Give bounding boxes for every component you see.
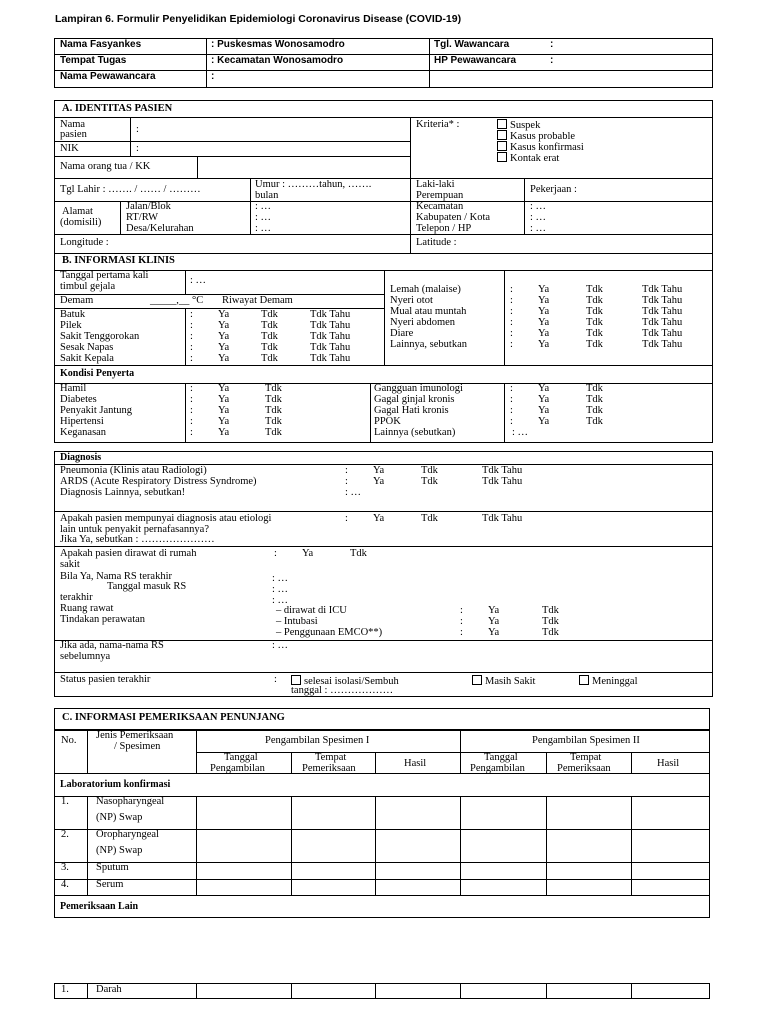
status-colon: : bbox=[274, 674, 277, 685]
tgl-lahir-field[interactable]: Tgl Lahir : ……. / …… / ……… bbox=[60, 184, 201, 195]
umur-field[interactable]: Umur : ………tahun, ……. bbox=[255, 179, 372, 190]
dirawat-label-2: sakit bbox=[60, 559, 80, 570]
kondisi-ya-option[interactable]: Ya bbox=[218, 416, 230, 427]
symptom-colon: : bbox=[510, 284, 513, 295]
rtrw-label: RT/RW bbox=[126, 212, 159, 223]
kondisi-tdk-option[interactable]: Tdk bbox=[265, 394, 282, 405]
kondisi-tdk-option[interactable]: Tdk bbox=[265, 427, 282, 438]
diagnosis-tdk-option[interactable]: Tdk bbox=[421, 513, 438, 524]
diagnosis-title: Diagnosis bbox=[60, 452, 102, 463]
alamat-label-2: (domisili) bbox=[60, 217, 102, 228]
dirawat-tdk-option[interactable]: Tdk bbox=[350, 548, 367, 559]
symptom-tdk-tahu-option[interactable]: Tdk Tahu bbox=[310, 309, 351, 320]
kondisi-label: Hipertensi bbox=[60, 416, 104, 427]
diagnosis-tdk-tahu-option[interactable]: Tdk Tahu bbox=[482, 476, 523, 487]
terakhir-label: terakhir bbox=[60, 592, 93, 603]
specimen-label: Sputum bbox=[96, 862, 129, 873]
nama-ortu-label: Nama orang tua / KK bbox=[60, 161, 151, 172]
diagnosis-tdk-option[interactable]: Tdk bbox=[421, 476, 438, 487]
riwayat-demam[interactable]: Riwayat Demam bbox=[222, 295, 293, 306]
nama-pasien-label-2: pasien bbox=[60, 129, 87, 140]
kondisi-colon: : bbox=[190, 383, 193, 394]
symptom-label: Sakit Kepala bbox=[60, 353, 114, 364]
symptom-ya-option[interactable]: Ya bbox=[218, 353, 230, 364]
kriteria-option-probable[interactable]: Kasus probable bbox=[497, 130, 575, 143]
col-no: No. bbox=[61, 735, 77, 746]
hp-pewawancara-value[interactable]: : bbox=[550, 55, 554, 66]
dirawat-label: Apakah pasien dirawat di rumah bbox=[60, 548, 197, 559]
rtrw-value[interactable]: : … bbox=[255, 212, 272, 223]
specimen-label-2: (NP) Swap bbox=[96, 845, 143, 856]
kondisi-colon: : bbox=[190, 427, 193, 438]
symptom-colon: : bbox=[510, 306, 513, 317]
symptom-tdk-option[interactable]: Tdk bbox=[261, 353, 278, 364]
kabupaten-value[interactable]: : … bbox=[530, 212, 547, 223]
diagnosis-ya-option[interactable]: Ya bbox=[373, 476, 385, 487]
symptom-tdk-tahu-option[interactable]: Tdk Tahu bbox=[310, 353, 351, 364]
diagnosis-colon: : bbox=[345, 465, 348, 476]
symptom-tdk-option[interactable]: Tdk bbox=[586, 295, 603, 306]
diagnosis-ya-option[interactable]: Ya bbox=[373, 513, 385, 524]
col-jenis-2: / Spesimen bbox=[114, 741, 161, 752]
tindakan-ya-option[interactable]: Ya bbox=[488, 616, 500, 627]
symptom-colon: : bbox=[510, 328, 513, 339]
checkbox-icon bbox=[579, 675, 589, 685]
nik-label: NIK bbox=[60, 143, 79, 154]
symptom-ya-option[interactable]: Ya bbox=[218, 320, 230, 331]
kondisi-ya-option[interactable]: Ya bbox=[218, 427, 230, 438]
checkbox-icon bbox=[497, 152, 507, 162]
kondisi-colon: : bbox=[510, 405, 513, 416]
kondisi-colon: : bbox=[190, 405, 193, 416]
checkbox-icon bbox=[472, 675, 482, 685]
col-hasil-2: Hasil bbox=[657, 758, 680, 769]
form-title: Lampiran 6. Formulir Penyelidikan Epidemiologi Coronavirus Disease (COVID-19) bbox=[55, 13, 462, 25]
kondisi-label: Penyakit Jantung bbox=[60, 405, 133, 416]
kondisi-ya-option[interactable]: Ya bbox=[538, 405, 550, 416]
dirawat-colon: : bbox=[274, 548, 277, 559]
symptom-colon: : bbox=[190, 320, 193, 331]
status-tanggal[interactable]: tanggal : ……………… bbox=[291, 685, 394, 696]
pneumonia-label: Pneumonia (Klinis atau Radiologi) bbox=[60, 465, 207, 476]
kondisi-tdk-option[interactable]: Tdk bbox=[586, 416, 603, 427]
symptom-label: Nyeri otot bbox=[390, 295, 433, 306]
symptom-colon: : bbox=[190, 331, 193, 342]
specimen-label: Serum bbox=[96, 879, 124, 890]
col-tempat-1: Tempat bbox=[315, 752, 347, 763]
symptom-label: Sakit Tenggorokan bbox=[60, 331, 140, 342]
etiologi-label: Apakah pasien mempunyai diagnosis atau etiologi bbox=[60, 513, 272, 524]
telepon-value[interactable]: : … bbox=[530, 223, 547, 234]
symptom-tdk-tahu-option[interactable]: Tdk Tahu bbox=[642, 306, 683, 317]
alamat-label: Alamat bbox=[62, 206, 93, 217]
nama-rs-sebelum-value[interactable]: : … bbox=[272, 640, 289, 651]
specimen-label: Oropharyngeal bbox=[96, 829, 159, 840]
col-spesimen-2: Pengambilan Spesimen II bbox=[532, 735, 640, 746]
diagnosis-tdk-tahu-option[interactable]: Tdk Tahu bbox=[482, 513, 523, 524]
pemeriksaan-lain-label: Pemeriksaan Lain bbox=[60, 901, 139, 912]
specimen-label: Nasopharyngeal bbox=[96, 796, 165, 807]
darah-no: 1. bbox=[61, 984, 69, 995]
kondisi-label: Gangguan imunologi bbox=[374, 383, 463, 394]
kondisi-ya-option[interactable]: Ya bbox=[538, 383, 550, 394]
checkbox-icon bbox=[497, 141, 507, 151]
kondisi-tdk-option[interactable]: Tdk bbox=[265, 405, 282, 416]
kondisi-colon: : bbox=[190, 416, 193, 427]
kondisi-tdk-option[interactable]: Tdk bbox=[586, 383, 603, 394]
kondisi-tdk-option[interactable]: Tdk bbox=[265, 383, 282, 394]
demam-value[interactable]: _____,__ °C bbox=[150, 295, 204, 306]
emco-label: – Penggunaan EMCO**) bbox=[276, 627, 383, 638]
nama-rs-sebelum-label-2: sebelumnya bbox=[60, 651, 111, 662]
etiologi-sebutkan[interactable]: Jika Ya, sebutkan : ………………… bbox=[60, 534, 215, 545]
nama-rs-value[interactable]: : … bbox=[272, 573, 289, 584]
col-spesimen-1: Pengambilan Spesimen I bbox=[265, 735, 370, 746]
symptom-ya-option[interactable]: Ya bbox=[218, 331, 230, 342]
symptom-tdk-tahu-option[interactable]: Tdk Tahu bbox=[642, 328, 683, 339]
tgl-wawancara-value[interactable]: : bbox=[550, 39, 554, 50]
diagnosis-tdk-tahu-option[interactable]: Tdk Tahu bbox=[482, 465, 523, 476]
jalan-label: Jalan/Blok bbox=[126, 201, 171, 212]
tindakan-tdk-option[interactable]: Tdk bbox=[542, 605, 559, 616]
col-tgl-1: Tanggal bbox=[224, 752, 258, 763]
tgl-wawancara-label: Tgl. Wawancara bbox=[434, 39, 510, 50]
lab-konfirmasi-label: Laboratorium konfirmasi bbox=[60, 779, 171, 790]
ards-label: ARDS (Acute Respiratory Distress Syndrome) bbox=[60, 476, 257, 487]
symptom-colon: : bbox=[510, 339, 513, 350]
nama-pewawancara-label: Nama Pewawancara bbox=[60, 71, 156, 82]
symptom-tdk-option[interactable]: Tdk bbox=[586, 317, 603, 328]
darah-label: Darah bbox=[96, 984, 122, 995]
desa-value[interactable]: : … bbox=[255, 223, 272, 234]
symptom-tdk-tahu-option[interactable]: Tdk Tahu bbox=[642, 339, 683, 350]
specimen-no: 3. bbox=[61, 862, 69, 873]
symptom-colon: : bbox=[190, 353, 193, 364]
symptom-label: Lainnya, sebutkan bbox=[390, 339, 467, 350]
status-selesai-option[interactable]: selesai isolasi/Sembuh bbox=[291, 675, 399, 688]
symptom-colon: : bbox=[190, 309, 193, 320]
symptom-colon: : bbox=[510, 295, 513, 306]
symptom-label: Pilek bbox=[60, 320, 82, 331]
kondisi-ya-option[interactable]: Ya bbox=[538, 394, 550, 405]
symptom-tdk-option[interactable]: Tdk bbox=[261, 309, 278, 320]
kondisi-label: Hamil bbox=[60, 383, 87, 394]
kondisi-tdk-option[interactable]: Tdk bbox=[586, 394, 603, 405]
checkbox-icon bbox=[291, 675, 301, 685]
tgl-masuk-rs-label: Tanggal masuk RS bbox=[107, 581, 187, 592]
col-tgl-1b: Pengambilan bbox=[210, 763, 265, 774]
tindakan-label: Tindakan perawatan bbox=[60, 614, 146, 625]
symptom-tdk-option[interactable]: Tdk bbox=[586, 339, 603, 350]
umur-bulan: bulan bbox=[255, 190, 279, 201]
kriteria-option-suspek[interactable]: Suspek bbox=[497, 119, 540, 132]
longitude-field[interactable]: Longitude : bbox=[60, 237, 109, 248]
diagnosis-colon: : bbox=[345, 476, 348, 487]
nama-fasyankes-label: Nama Fasyankes bbox=[60, 39, 142, 50]
nik-value[interactable]: : bbox=[136, 143, 139, 154]
kondisi-label: Gagal Hati kronis bbox=[374, 405, 449, 416]
tanggal-gejala-value[interactable]: : … bbox=[190, 275, 207, 286]
telepon-label: Telepon / HP bbox=[416, 223, 472, 234]
tindakan-ya-option[interactable]: Ya bbox=[488, 627, 500, 638]
tanggal-gejala-label: Tanggal pertama kali bbox=[60, 270, 149, 281]
diagnosis-lainnya-value[interactable]: : … bbox=[345, 487, 362, 498]
ruang-rawat-label: Ruang rawat bbox=[60, 603, 114, 614]
kondisi-lainnya-label: Lainnya (sebutkan) bbox=[374, 427, 456, 438]
jalan-value[interactable]: : … bbox=[255, 201, 272, 212]
specimen-no: 1. bbox=[61, 796, 69, 807]
symptom-tdk-tahu-option[interactable]: Tdk Tahu bbox=[642, 317, 683, 328]
ruang-rawat-value[interactable]: : … bbox=[272, 595, 289, 606]
tindakan-colon: : bbox=[460, 616, 463, 627]
col-tgl-2: Tanggal bbox=[484, 752, 518, 763]
kondisi-colon: : bbox=[190, 394, 193, 405]
desa-label: Desa/Kelurahan bbox=[126, 223, 194, 234]
kondisi-label: Keganasan bbox=[60, 427, 107, 438]
symptom-tdk-option[interactable]: Tdk bbox=[261, 320, 278, 331]
tindakan-ya-option[interactable]: Ya bbox=[488, 605, 500, 616]
col-tempat-2: Tempat bbox=[570, 752, 602, 763]
section-c-title: C. INFORMASI PEMERIKSAAN PENUNJANG bbox=[62, 712, 285, 723]
symptom-tdk-option[interactable]: Tdk bbox=[586, 328, 603, 339]
col-tgl-2b: Pengambilan bbox=[470, 763, 525, 774]
symptom-label: Nyeri abdomen bbox=[390, 317, 456, 328]
kriteria-option-kontak[interactable]: Kontak erat bbox=[497, 152, 559, 165]
kabupaten-label: Kabupaten / Kota bbox=[416, 212, 491, 223]
col-hasil-1: Hasil bbox=[404, 758, 427, 769]
nama-rs-sebelum-label: Jika ada, nama-nama RS bbox=[60, 640, 164, 651]
tindakan-colon: : bbox=[460, 605, 463, 616]
kondisi-colon: : bbox=[510, 394, 513, 405]
symptom-ya-option[interactable]: Ya bbox=[218, 309, 230, 320]
specimen-no: 2. bbox=[61, 829, 69, 840]
checkbox-icon bbox=[497, 130, 507, 140]
tanggal-gejala-label-2: timbul gejala bbox=[60, 281, 116, 292]
symptom-tdk-tahu-option[interactable]: Tdk Tahu bbox=[310, 320, 351, 331]
specimen-no: 4. bbox=[61, 879, 69, 890]
tindakan-colon: : bbox=[460, 627, 463, 638]
nama-pasien-value[interactable]: : bbox=[136, 124, 139, 135]
col-tempat-1b: Pemeriksaan bbox=[302, 763, 356, 774]
symptom-tdk-option[interactable]: Tdk bbox=[261, 342, 278, 353]
kriteria-label: Kriteria* : bbox=[416, 119, 460, 130]
specimen-label-2: (NP) Swap bbox=[96, 812, 143, 823]
symptom-ya-option[interactable]: Ya bbox=[538, 306, 550, 317]
intubasi-label: – Intubasi bbox=[276, 616, 318, 627]
nama-fasyankes-value[interactable]: : Puskesmas Wonosamodro bbox=[211, 39, 345, 50]
symptom-label: Sesak Napas bbox=[60, 342, 114, 353]
diagnosis-tdk-option[interactable]: Tdk bbox=[421, 465, 438, 476]
tindakan-tdk-option[interactable]: Tdk bbox=[542, 627, 559, 638]
kondisi-colon: : bbox=[510, 416, 513, 427]
kondisi-label: Gagal ginjal kronis bbox=[374, 394, 455, 405]
symptom-tdk-tahu-option[interactable]: Tdk Tahu bbox=[310, 342, 351, 353]
symptom-label: Lemah (malaise) bbox=[390, 284, 461, 295]
symptom-tdk-option[interactable]: Tdk bbox=[261, 331, 278, 342]
symptom-ya-option[interactable]: Ya bbox=[538, 317, 550, 328]
diagnosis-ya-option[interactable]: Ya bbox=[373, 465, 385, 476]
kecamatan-value[interactable]: : … bbox=[530, 201, 547, 212]
section-b-title: B. INFORMASI KLINIS bbox=[62, 255, 175, 266]
kondisi-ya-option[interactable]: Ya bbox=[218, 394, 230, 405]
kondisi-colon: : bbox=[510, 383, 513, 394]
etiologi-label-2: lain untuk penyakit pernafasannya? bbox=[60, 524, 209, 535]
symptom-colon: : bbox=[190, 342, 193, 353]
symptom-ya-option[interactable]: Ya bbox=[538, 284, 550, 295]
symptom-colon: : bbox=[510, 317, 513, 328]
symptom-ya-option[interactable]: Ya bbox=[538, 339, 550, 350]
diagnosis-colon: : bbox=[345, 513, 348, 524]
kondisi-tdk-option[interactable]: Tdk bbox=[265, 416, 282, 427]
symptom-ya-option[interactable]: Ya bbox=[538, 328, 550, 339]
symptom-label: Diare bbox=[390, 328, 414, 339]
kondisi-lainnya-value[interactable]: : … bbox=[512, 427, 529, 438]
diagnosis-lainnya-label: Diagnosis Lainnya, sebutkan! bbox=[60, 487, 186, 498]
tempat-tugas-label: Tempat Tugas bbox=[60, 55, 127, 66]
symptom-ya-option[interactable]: Ya bbox=[218, 342, 230, 353]
nama-pewawancara-value[interactable]: : bbox=[211, 71, 215, 82]
hp-pewawancara-label: HP Pewawancara bbox=[434, 55, 517, 66]
laki-option[interactable]: Laki-laki bbox=[416, 179, 455, 190]
latitude-field[interactable]: Latitude : bbox=[416, 237, 457, 248]
kondisi-label: Diabetes bbox=[60, 394, 97, 405]
symptom-tdk-option[interactable]: Tdk bbox=[586, 306, 603, 317]
symptom-tdk-tahu-option[interactable]: Tdk Tahu bbox=[642, 284, 683, 295]
nama-rs-label: Bila Ya, Nama RS terakhir bbox=[60, 571, 172, 582]
kriteria-option-konfirmasi[interactable]: Kasus konfirmasi bbox=[497, 141, 584, 154]
status-sakit-option[interactable]: Masih Sakit bbox=[472, 675, 535, 688]
tgl-masuk-rs-value[interactable]: : … bbox=[272, 584, 289, 595]
demam-label: Demam bbox=[60, 295, 94, 306]
col-tempat-2b: Pemeriksaan bbox=[557, 763, 611, 774]
pekerjaan-field[interactable]: Pekerjaan : bbox=[530, 184, 577, 195]
kondisi-label: PPOK bbox=[374, 416, 401, 427]
icu-label: – dirawat di ICU bbox=[276, 605, 347, 616]
symptom-label: Mual atau muntah bbox=[390, 306, 467, 317]
kondisi-title: Kondisi Penyerta bbox=[60, 368, 135, 379]
kondisi-ya-option[interactable]: Ya bbox=[538, 416, 550, 427]
kondisi-ya-option[interactable]: Ya bbox=[218, 405, 230, 416]
perempuan-option[interactable]: Perempuan bbox=[416, 190, 464, 201]
section-a-title: A. IDENTITAS PASIEN bbox=[62, 103, 173, 114]
symptom-tdk-option[interactable]: Tdk bbox=[586, 284, 603, 295]
checkbox-icon bbox=[497, 119, 507, 129]
nama-pasien-label: Nama bbox=[60, 119, 86, 130]
symptom-tdk-tahu-option[interactable]: Tdk Tahu bbox=[310, 331, 351, 342]
col-jenis: Jenis Pemeriksaan bbox=[96, 730, 174, 741]
symptom-tdk-tahu-option[interactable]: Tdk Tahu bbox=[642, 295, 683, 306]
status-meninggal-option[interactable]: Meninggal bbox=[579, 675, 638, 688]
kondisi-ya-option[interactable]: Ya bbox=[218, 383, 230, 394]
dirawat-ya-option[interactable]: Ya bbox=[302, 548, 314, 559]
symptom-label: Batuk bbox=[60, 309, 86, 320]
symptom-ya-option[interactable]: Ya bbox=[538, 295, 550, 306]
tempat-tugas-value[interactable]: : Kecamatan Wonosamodro bbox=[211, 55, 344, 66]
tindakan-tdk-option[interactable]: Tdk bbox=[542, 616, 559, 627]
kecamatan-label: Kecamatan bbox=[416, 201, 464, 212]
kondisi-tdk-option[interactable]: Tdk bbox=[586, 405, 603, 416]
status-label: Status pasien terakhir bbox=[60, 674, 151, 685]
